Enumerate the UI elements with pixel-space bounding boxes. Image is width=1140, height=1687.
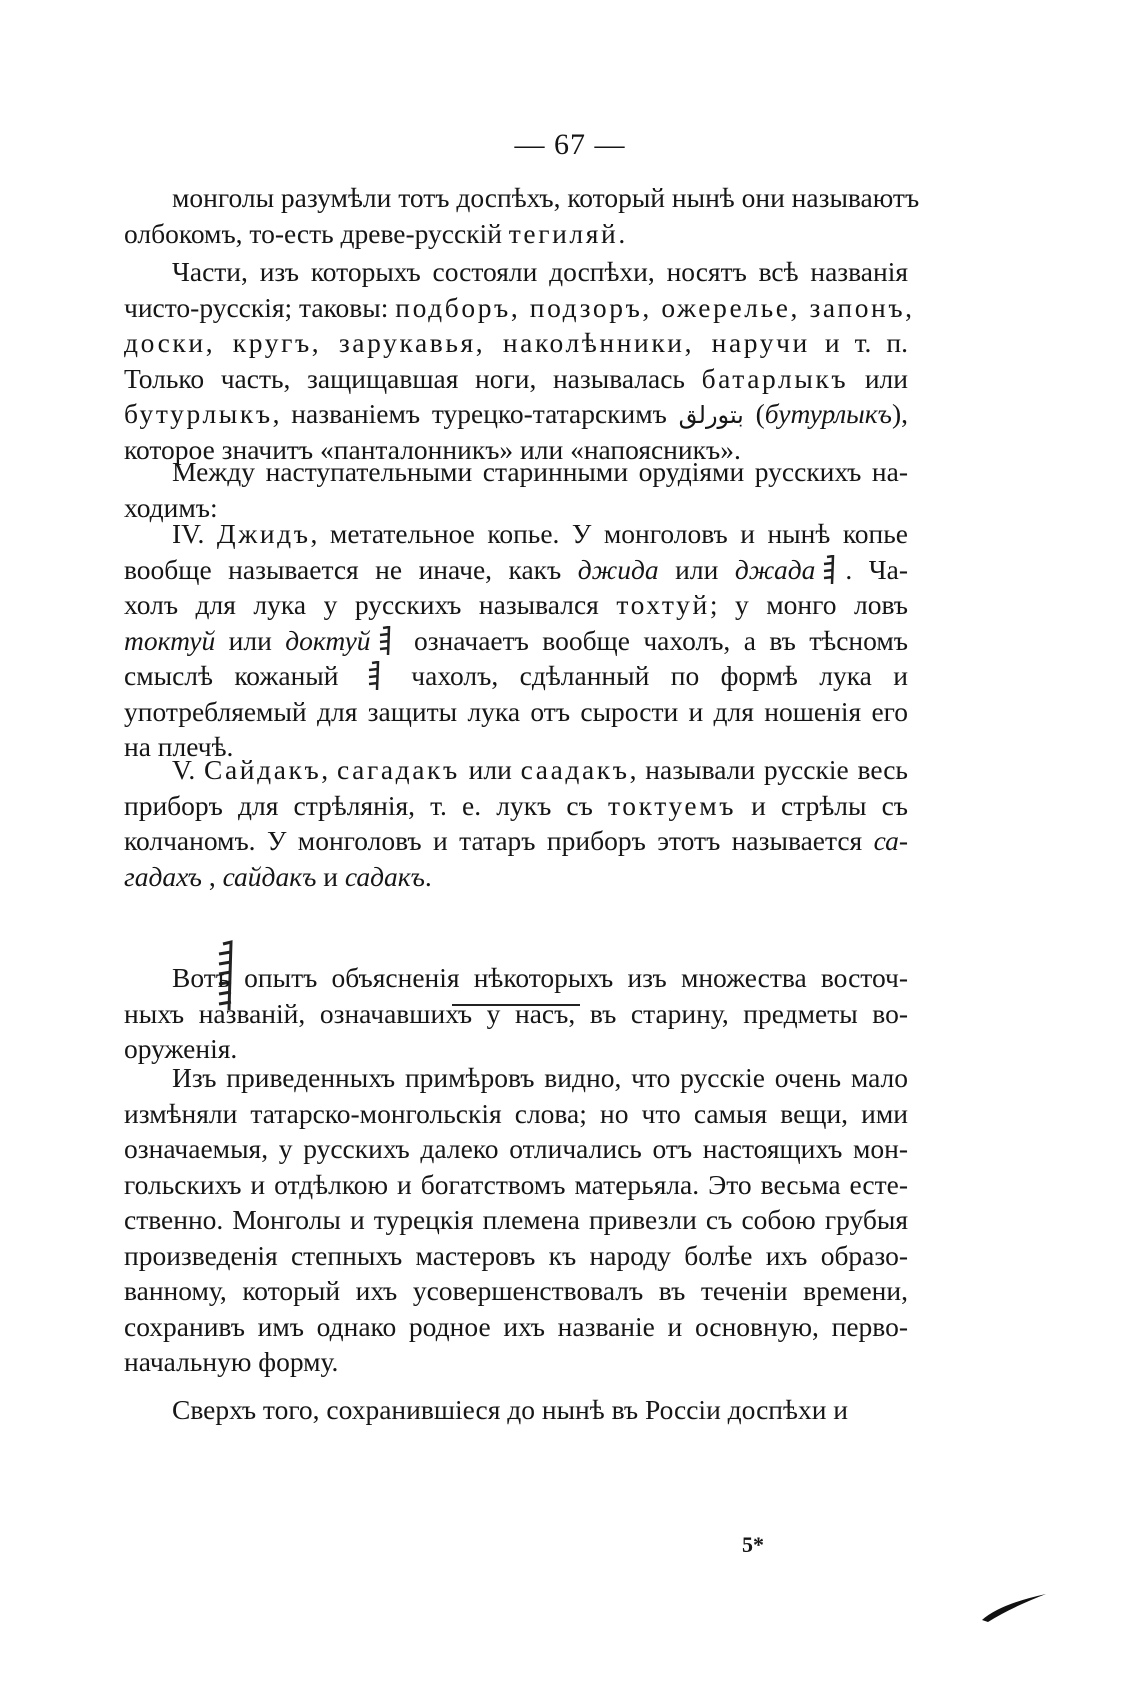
paragraph-armor-parts xyxy=(124,254,915,467)
text-run: ходимъ: xyxy=(124,491,218,523)
text-line xyxy=(124,325,908,361)
text-run: монголы разумѣли тотъ доспѣхъ, который нынѣ они называютъ xyxy=(172,182,920,213)
text-run: ), xyxy=(891,398,908,429)
text-run: , xyxy=(201,860,223,892)
italic-term: садакъ xyxy=(344,860,425,892)
text-line xyxy=(124,752,908,788)
text-line xyxy=(124,658,908,694)
text-run: означаемыя, у русскихъ далеко отличались отъ настоящихъ мон- xyxy=(124,1133,908,1164)
text-run: ; у монго ловъ xyxy=(709,589,908,620)
text-line xyxy=(124,1060,908,1096)
text-run: чисто-русскія; таковы: xyxy=(124,291,396,323)
text-run: . Ча- xyxy=(845,553,908,585)
text-line xyxy=(124,1202,908,1238)
text-run: и xyxy=(316,860,345,892)
text-line xyxy=(124,361,908,397)
text-line xyxy=(124,587,908,623)
text-run: ванному, который ихъ усовершенствовалъ въ теченіи времени, xyxy=(124,1275,908,1306)
text-run: или xyxy=(848,362,908,394)
text-run: измѣняли татарско-монгольскія слова; но что самыя вещи, ими xyxy=(124,1097,908,1129)
paragraph-conclusion xyxy=(124,960,908,1067)
mongolian-script-glyph xyxy=(366,661,384,691)
text-line xyxy=(124,1096,908,1132)
text-run: холъ для лука у русскихъ назывался xyxy=(124,589,617,620)
text-run: и т. п. xyxy=(809,327,909,358)
spaced-term: Джидъ xyxy=(216,518,311,549)
text-line xyxy=(124,180,920,216)
text-line xyxy=(124,623,908,659)
spaced-term: доски, кругъ, зарукавья, наколѣнники, наручи xyxy=(124,327,810,358)
text-run: смыслѣ кожаный xyxy=(124,660,360,691)
text-run: оруженія. xyxy=(124,1033,238,1064)
paragraph-examples xyxy=(124,1060,908,1380)
text-line xyxy=(124,290,915,326)
text-run: которое значитъ «панталонникъ» или «напоясникъ». xyxy=(124,433,741,465)
text-run: колчаномъ. У монголовъ и татаръ приборъ этотъ называется xyxy=(124,825,874,856)
text-run: , xyxy=(321,754,337,785)
text-line xyxy=(124,1392,908,1428)
text-run: ственно. Монголы и турецкія племена привезли съ собою грубыя xyxy=(124,1204,908,1235)
arabic-word: بتورلق xyxy=(678,401,744,429)
paragraph-v-saidak xyxy=(124,752,908,894)
text-run: употребляемый для защиты лука отъ сырости и для ношенія его xyxy=(124,695,908,727)
text-line xyxy=(124,396,908,432)
paragraph-surviving-armor xyxy=(124,1392,908,1428)
text-line xyxy=(124,216,908,252)
text-run: или xyxy=(459,754,521,785)
text-line xyxy=(124,960,908,996)
text-run: ныхъ названій, означавшихъ у насъ, въ старину, предметы во- xyxy=(124,997,908,1029)
text-run: V. xyxy=(172,754,205,785)
text-line xyxy=(124,1238,908,1274)
spaced-term: бутурлыкъ xyxy=(124,398,273,429)
text-run: Изъ приведенныхъ примѣровъ видно, что русскіе очень мало xyxy=(172,1062,908,1093)
paragraph-continuation xyxy=(124,180,920,251)
text-run: , названіемъ турецко-татарскимъ xyxy=(272,398,679,429)
text-line xyxy=(124,1344,908,1380)
italic-term: джида xyxy=(577,553,659,585)
italic-term: джада xyxy=(734,553,816,585)
italic-term: бутурлыкъ xyxy=(764,398,892,429)
text-line xyxy=(124,788,908,824)
text-run: . xyxy=(618,217,626,249)
text-run: Вотъ опытъ объясненія нѣкоторыхъ изъ множества восточ- xyxy=(172,962,908,993)
spaced-term: тегиляй xyxy=(508,217,619,249)
mongolian-script-glyph xyxy=(821,555,839,585)
spaced-term: подборъ, подзоръ, ожерелье, запонъ, xyxy=(395,291,915,323)
text-run: Сверхъ того, сохранившіеся до нынѣ въ Россіи доспѣхи и xyxy=(172,1394,849,1425)
mongolian-script-glyph xyxy=(377,626,395,656)
text-run: приборъ для стрѣлянія, т. е. лукъ съ xyxy=(124,789,608,821)
text-run: сохранивъ имъ однако родное ихъ названіе и основную, перво- xyxy=(124,1310,908,1342)
text-line xyxy=(124,823,908,859)
text-run: Только часть, защищавшая ноги, называлась xyxy=(124,362,702,394)
text-run: олбокомъ, то-есть древе-русскій xyxy=(124,217,509,249)
ink-stroke-mark xyxy=(980,1590,1050,1624)
text-line xyxy=(124,516,908,552)
text-run: ( xyxy=(743,398,765,429)
text-line xyxy=(124,1131,908,1167)
italic-term: токтуй xyxy=(124,624,216,656)
italic-term: сайдакъ xyxy=(222,860,317,892)
text-run: начальную форму. xyxy=(124,1346,339,1377)
text-run: , называли русскіе весь xyxy=(629,754,908,785)
text-line xyxy=(124,454,908,490)
spaced-term: саадакъ xyxy=(520,754,630,785)
text-line xyxy=(124,859,908,895)
paragraph-iv-dzhid xyxy=(124,516,908,765)
text-line xyxy=(124,694,908,730)
text-run: или xyxy=(658,553,735,585)
text-line xyxy=(124,1167,908,1203)
text-run: чахолъ, сдѣланный по формѣ лука и xyxy=(389,660,908,691)
text-run: гольскихъ и отдѣлкою и богатствомъ матерьяла. Это весьма есте- xyxy=(124,1168,908,1200)
text-run: на плечѣ. xyxy=(124,731,234,762)
text-run: вообще называется не иначе, какъ xyxy=(124,553,578,585)
text-run: и стрѣлы съ xyxy=(736,789,909,821)
paragraph-weapons-intro xyxy=(124,454,908,525)
spaced-term: сагадакъ xyxy=(337,754,460,785)
text-run: . xyxy=(424,860,432,892)
signature-mark: 5* xyxy=(742,1532,764,1557)
text-run: , метательное копье. У монголовъ и нынѣ копье xyxy=(310,518,908,549)
text-line xyxy=(124,552,908,588)
text-run: произведенія степныхъ мастеровъ къ народу болѣе ихъ образо- xyxy=(124,1239,908,1271)
italic-term: гадахъ xyxy=(124,860,202,892)
text-line xyxy=(124,996,908,1032)
text-run: означаетъ вообще чахолъ, а въ тѣсномъ xyxy=(400,624,908,656)
text-run: Части, изъ которыхъ состояли доспѣхи, носятъ всѣ названія xyxy=(172,256,908,287)
text-run: IV. xyxy=(172,518,217,549)
italic-term: доктуй xyxy=(285,624,371,656)
spaced-term: токтуемъ xyxy=(607,789,737,821)
spaced-term: Сайдакъ xyxy=(204,754,322,785)
text-run: или xyxy=(215,624,286,656)
text-run: Между наступательными старинными орудіями русскихъ на- xyxy=(172,456,908,487)
page-number: — 67 — xyxy=(514,128,626,161)
italic-term: са- xyxy=(873,825,908,856)
spaced-term: тохтуй xyxy=(616,589,710,620)
spaced-term: батарлыкъ xyxy=(701,362,849,394)
text-line xyxy=(124,1309,908,1345)
text-line xyxy=(124,1273,908,1309)
text-line xyxy=(124,254,908,290)
